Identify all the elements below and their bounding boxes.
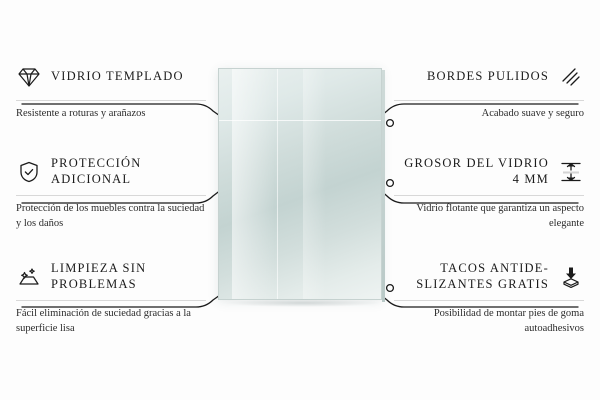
feature-description: Vidrio flotante que garantiza un aspecto elegante (416, 203, 584, 230)
feature-header (16, 60, 206, 94)
feature-polished-edges (394, 60, 584, 121)
feature-header (394, 260, 584, 294)
feature-divider (394, 195, 584, 196)
shield-check-icon (16, 159, 42, 185)
polished-edge-icon (558, 64, 584, 90)
glass-reflection-horizontal (219, 120, 381, 121)
diamond-icon (16, 64, 42, 90)
feature-anti-slip-pads (394, 260, 584, 336)
feature-divider (394, 100, 584, 101)
feature-tempered-glass (16, 60, 206, 121)
feature-divider (16, 100, 206, 101)
feature-header (394, 155, 584, 189)
product-glass-panel (218, 68, 382, 300)
glass-highlight-left (232, 69, 274, 299)
feature-divider (16, 195, 206, 196)
feature-glass-thickness (394, 155, 584, 231)
feature-title: PROTECCIÓN ADICIONAL (51, 156, 142, 186)
feature-title: LIMPIEZA SIN PROBLEMAS (51, 261, 147, 291)
feature-title: TACOS ANTIDE- SLIZANTES GRATIS (416, 261, 549, 291)
feature-description: Posibilidad de montar pies de goma autoadhesivos (433, 308, 584, 335)
feature-additional-protection (16, 155, 206, 231)
feature-title: BORDES PULIDOS (426, 69, 549, 84)
feature-description: Protección de los muebles contra la suciedad y los daños (16, 203, 205, 230)
glass-reflection-vertical (277, 69, 278, 299)
feature-easy-cleaning (16, 260, 206, 336)
glass-surface (218, 68, 382, 300)
thickness-arrows-icon (558, 159, 584, 185)
feature-divider (16, 300, 206, 301)
feature-description: Resistente a roturas y arañazos (16, 108, 146, 119)
feature-description: Acabado suave y seguro (481, 108, 584, 119)
sparkle-cloth-icon (16, 264, 42, 290)
glass-drop-shadow (224, 299, 381, 307)
feature-header (16, 260, 206, 294)
feature-header (394, 60, 584, 94)
feature-divider (394, 300, 584, 301)
glass-highlight-right (303, 69, 326, 299)
pad-download-icon (558, 264, 584, 290)
glass-side-edge (382, 70, 385, 302)
feature-description: Fácil eliminación de suciedad gracias a la superficie lisa (16, 308, 191, 335)
feature-header (16, 155, 206, 189)
feature-title: VIDRIO TEMPLADO (51, 69, 184, 84)
feature-title: GROSOR DEL VIDRIO 4 MM (404, 156, 549, 186)
